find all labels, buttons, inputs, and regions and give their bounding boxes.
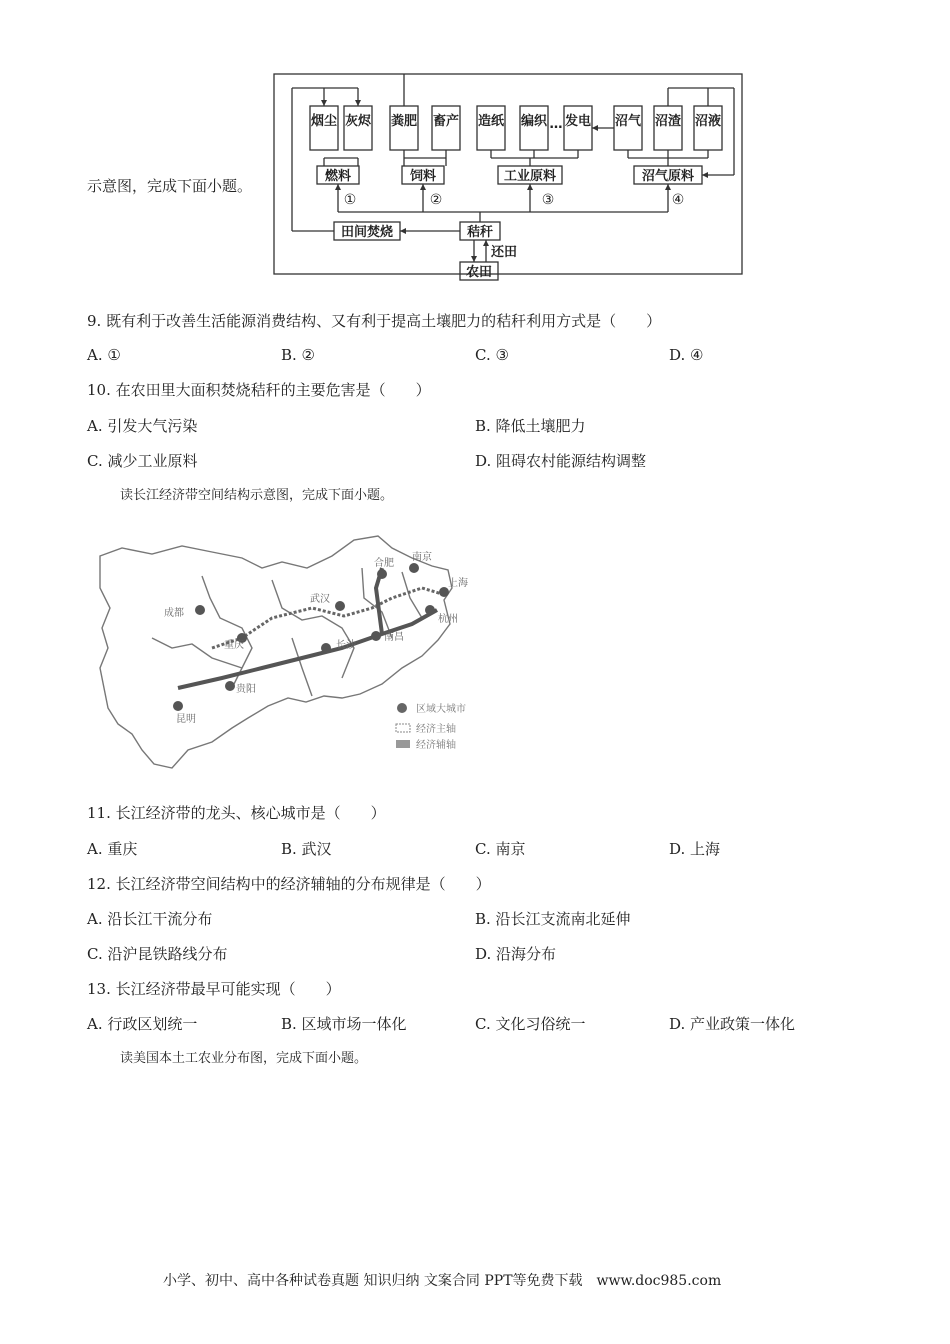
q9-option-c[interactable]: C. ③: [475, 346, 509, 364]
intro-text-3: 读美国本土工农业分布图，完成下面小题。: [120, 1051, 368, 1066]
box-fadian: 发电: [564, 114, 592, 129]
q12-option-c[interactable]: C. 沿沪昆铁路线分布: [87, 945, 228, 963]
city-kunming: 昆明: [176, 714, 196, 725]
q10-option-c[interactable]: C. 减少工业原料: [87, 452, 198, 470]
legend-city: 区域大城市: [416, 704, 466, 715]
q11-stem: 11. 长江经济带的龙头、核心城市是（ ）: [87, 804, 386, 822]
box-huijin: 灰烬: [344, 114, 372, 129]
city-chengdu: 成都: [164, 608, 184, 619]
city-chongqing: 重庆: [224, 640, 244, 651]
box-gongye: 工业原料: [503, 169, 557, 184]
box-xuchan: 畜产: [432, 114, 460, 129]
city-dot-changsha: [321, 643, 331, 653]
box-ellipsis: …: [549, 117, 563, 132]
q10-option-b[interactable]: B. 降低土壤肥力: [475, 417, 586, 435]
city-dot-guiyang: [225, 681, 235, 691]
q13-option-b[interactable]: B. 区域市场一体化: [281, 1015, 407, 1033]
city-nanchang: 南昌: [384, 632, 404, 643]
label-return: 还田: [490, 245, 518, 260]
box-zhaoqi-yuanliao: 沼气原料: [641, 169, 695, 184]
box-fenfei: 粪肥: [390, 114, 418, 129]
q11-option-b[interactable]: B. 武汉: [281, 840, 332, 858]
city-dot-hangzhou: [425, 605, 435, 615]
box-bianzhi: 编织: [520, 114, 548, 129]
page-footer: 小学、初中、高中各种试卷真题 知识归纳 文案合同 PPT等免费下载 www.doc985.com: [163, 1273, 722, 1289]
city-dot-nanchang: [371, 631, 381, 641]
city-wuhan: 武汉: [310, 594, 330, 605]
city-nanjing: 南京: [412, 552, 432, 563]
box-zaozhi: 造纸: [477, 114, 505, 129]
map-legend: [396, 702, 466, 751]
q9-option-a[interactable]: A. ①: [87, 346, 121, 364]
legend-main-axis: 经济主轴: [416, 724, 456, 735]
marker-3: ③: [541, 192, 555, 208]
intro-text-2: 读长江经济带空间结构示意图，完成下面小题。: [120, 488, 394, 503]
q12-option-a[interactable]: A. 沿长江干流分布: [87, 910, 213, 928]
box-zhaoye: 沼液: [694, 114, 722, 129]
legend-aux-axis: 经济辅轴: [416, 740, 456, 751]
box-zhaoqi: 沼气: [614, 114, 642, 129]
q13-option-c[interactable]: C. 文化习俗统一: [475, 1015, 586, 1033]
box-siliao: 饲料: [409, 169, 437, 184]
q11-option-a[interactable]: A. 重庆: [87, 840, 138, 858]
box-yanchen: 烟尘: [310, 114, 338, 129]
q12-option-b[interactable]: B. 沿长江支流南北延伸: [475, 910, 631, 928]
box-burn: 田间焚烧: [340, 225, 394, 240]
q9-option-d[interactable]: D. ④: [669, 346, 704, 364]
q10-option-a[interactable]: A. 引发大气污染: [87, 417, 198, 435]
q9-stem: 9. 既有利于改善生活能源消费结构、又有利于提高土壤肥力的秸秆利用方式是（ ）: [87, 312, 662, 330]
q13-option-a[interactable]: A. 行政区划统一: [87, 1015, 198, 1033]
city-dot-nanjing: [409, 563, 419, 573]
city-hangzhou: 杭州: [438, 614, 458, 625]
city-dot-hefei: [377, 569, 387, 579]
box-field: 农田: [465, 265, 493, 280]
q9-option-b[interactable]: B. ②: [281, 346, 316, 364]
city-changsha: 长沙: [336, 640, 356, 651]
city-guiyang: 贵阳: [236, 684, 256, 695]
city-dot-wuhan: [335, 601, 345, 611]
q12-option-d[interactable]: D. 沿海分布: [475, 945, 557, 963]
city-dot-kunming: [173, 701, 183, 711]
city-dot-chengdu: [195, 605, 205, 615]
marker-1: ①: [343, 192, 357, 208]
q11-option-d[interactable]: D. 上海: [669, 840, 721, 858]
box-straw: 秸秆: [466, 225, 494, 240]
q11-option-c[interactable]: C. 南京: [475, 840, 526, 858]
q10-option-d[interactable]: D. 阻碍农村能源结构调整: [475, 452, 647, 470]
city-shanghai: 上海: [448, 578, 468, 589]
straw-utilization-diagram: [272, 72, 744, 284]
marker-2: ②: [429, 192, 443, 208]
q12-stem: 12. 长江经济带空间结构中的经济辅轴的分布规律是（ ）: [87, 875, 491, 893]
city-hefei: 合肥: [374, 558, 394, 569]
box-ranliao: 燃料: [324, 169, 352, 184]
q10-stem: 10. 在农田里大面积焚烧秸秆的主要危害是（ ）: [87, 381, 431, 399]
q13-option-d[interactable]: D. 产业政策一体化: [669, 1015, 796, 1033]
box-zhaozha: 沼渣: [654, 114, 682, 129]
marker-4: ④: [671, 192, 685, 208]
q13-stem: 13. 长江经济带最早可能实现（ ）: [87, 980, 341, 998]
yangtze-economic-belt-map: [92, 528, 482, 776]
intro-text-1: 示意图，完成下面小题。: [87, 177, 253, 195]
